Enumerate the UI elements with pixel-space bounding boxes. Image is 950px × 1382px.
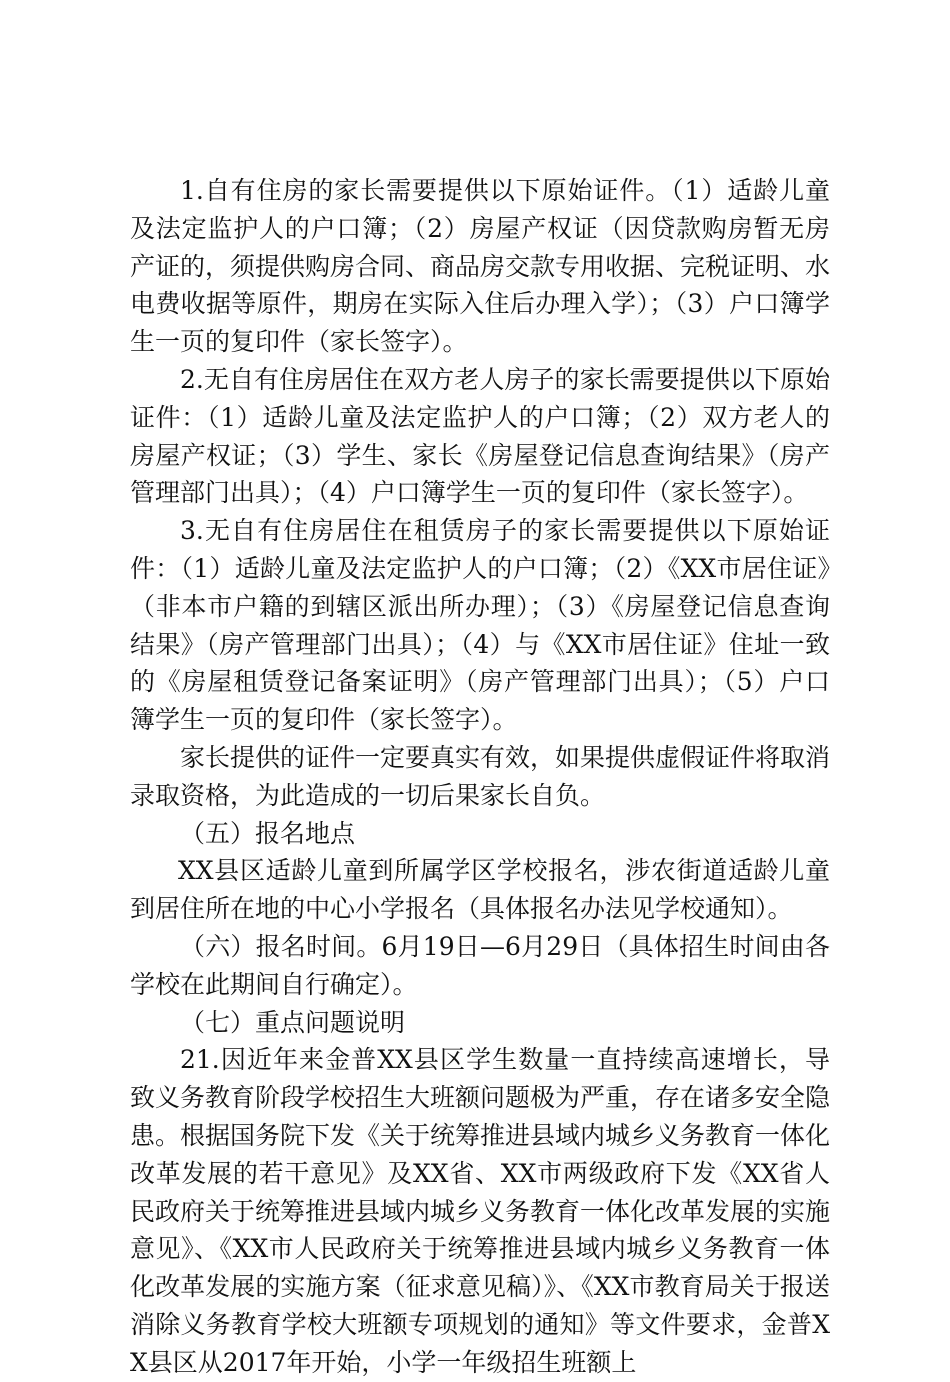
paragraph-own-housing: 1.自有住房的家长需要提供以下原始证件。（1）适龄儿童及法定监护人的户口簿；（2）房屋产权证（因贷款购房暂无房产证的，须提供购房合同、商品房交款专用收据、完税证明、水电费收据等原件，期房在实际入住后办理入学）；（3）户口簿学生一页的复印件（家长签字）。 [130,176,831,357]
paragraph-elders-housing: 2.无自有住房居住在双方老人房子的家长需要提供以下原始证件：（1）适龄儿童及法定监护人的户口簿；（2）双方老人的房屋产权证；（3）学生、家长《房屋登记信息查询结果》（房产管理部门出具）；（4）户口簿学生一页的复印件（家长签字）。 [130,364,830,508]
paragraph-authenticity-note: 家长提供的证件一定要真实有效，如果提供虚假证件将取消录取资格，为此造成的一切后果家长自负。 [130,742,831,810]
document-body [130,172,830,1382]
paragraph-registration-place: XX县区适龄儿童到所属学区学校报名，涉农街道适龄儿童到居住所在地的中心小学报名（具体报名办法见学校通知）。 [130,856,830,924]
paragraph-rental-housing: 3.无自有住房居住在租赁房子的家长需要提供以下原始证件：（1）适龄儿童及法定监护人的户口簿；（2）《XX市居住证》（非本市户籍的到辖区派出所办理）；（3）《房屋登记信息查询结果》（房产管理部门出具）；（4）与《XX市居住证》住址一致的《房屋租赁登记备案证明》（房产管理部门出具）；（5）户口簿学生一页的复印件（家长签字）。 [130,516,830,735]
paragraph-registration-time: （六）报名时间。6月19日—6月29日（具体招生时间由各学校在此期间自行确定）。 [130,931,830,999]
section-heading-key-issues: （七）重点问题说明 [180,1007,406,1037]
section-heading-registration-place: （五）报名地点 [180,818,356,848]
paragraph-key-issues: 21.因近年来金普XX县区学生数量一直持续高速增长，导致义务教育阶段学校招生大班额问题极为严重，存在诸多安全隐患。根据国务院下发《关于统筹推进县域内城乡义务教育一体化改革发展的若干意见》及XX省、XX市两级政府下发《XX省人民政府关于统筹推进县域内城乡义务教育一体化改革发展的实施意见》、《XX市人民政府关于统筹推进县域内城乡义务教育一体化改革发展的实施方案（征求意见稿）》、《XX市教育局关于报送消除义务教育学校大班额专项规划的通知》等文件要求，金普XX县区从2017年开始，小学一年级招生班额上 [130,1045,831,1377]
